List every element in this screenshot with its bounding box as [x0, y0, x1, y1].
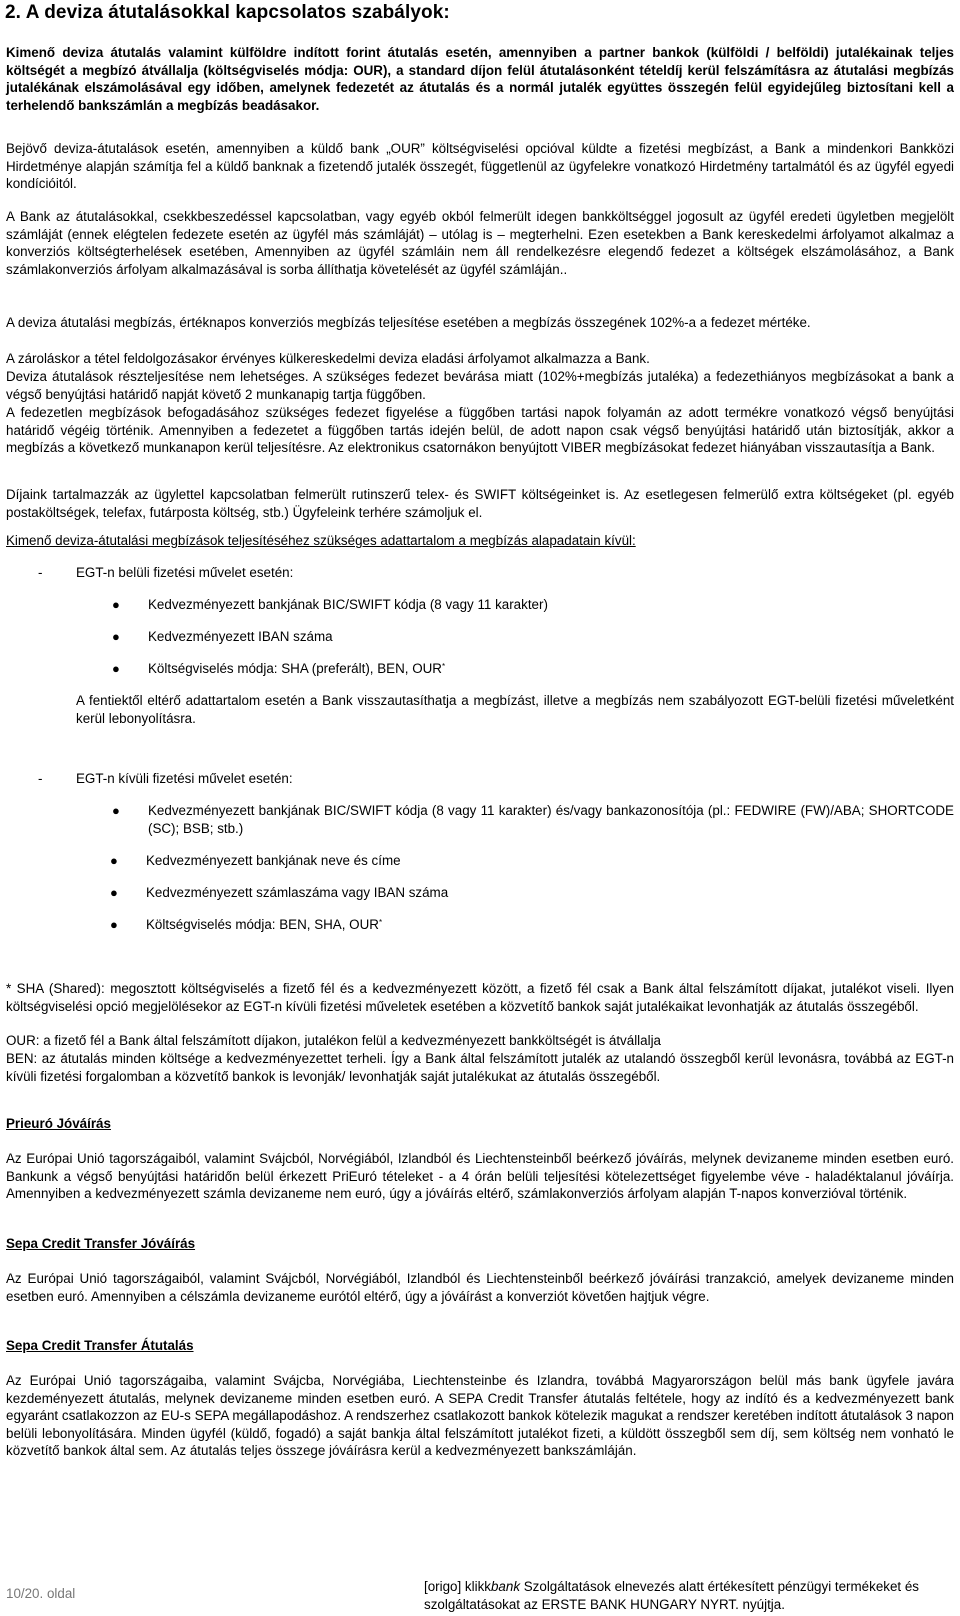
- egt-in-label: EGT-n belüli fizetési művelet esetén:: [76, 565, 294, 580]
- bullet-icon: ●: [110, 885, 118, 900]
- section-title: 2. A deviza átutalásokkal kapcsolatos szabályok:: [5, 2, 450, 23]
- paragraph-coverage: A deviza átutalási megbízás, értéknapos konverziós megbízás teljesítése esetében a megbízás összegének 102%-a a fedezet mértéke.: [6, 315, 811, 330]
- footnote-marker: *: [378, 918, 383, 927]
- bullet-icon: ●: [112, 597, 120, 612]
- sepa-credit-heading: Sepa Credit Transfer Jóváírás: [6, 1236, 196, 1251]
- dash-marker: -: [38, 565, 43, 580]
- list-item-text: Kedvezményezett bankjának BIC/SWIFT kódja (8 vagy 11 karakter) és/vagy bankazonosítója (pl.: FEDWIRE (FW)/ABA; SHORTCODE (SC); BSB; stb.): [148, 803, 954, 836]
- list-item-text: Kedvezményezett IBAN száma: [148, 629, 333, 644]
- list-item: [110, 916, 383, 934]
- list-item: [112, 596, 548, 614]
- paragraph-exchange-rate: A zároláskor a tétel feldolgozásakor érvényes külkereskedelmi deviza eladási árfolyamot alkalmazza a Bank.: [6, 351, 650, 366]
- list-item-text: Költségviselés módja: BEN, SHA, OUR: [146, 917, 379, 932]
- paragraph-bank-costs: A Bank az átutalásokkal, csekkbeszedéssel kapcsolatban, vagy egyéb okból felmerült idegen bankköltséggel jogosult az ügyfél eredeti ügyletben megjelölt számláját (ennek elégtelen fedezete esetén az ügyfél más számláját) – utólag is – megterhelni. Ezen esetekben a Bank kereskedelmi árfolyamot alkalmaz a konverziós költségterhelések esetében, Amennyiben az ügyfél számláin nem áll rendelkezésre elegendő fedezet a költségek elszámolásához, a Bank számlakonverziós árfolyam alkalmazásával is sorba állíthatja követelését az ügyfél számláján..: [6, 209, 954, 277]
- paragraph-required-data: Kimenő deviza-átutalási megbízások teljesítéséhez szükséges adattartalom a megbízás alapadatain kívül:: [6, 533, 636, 548]
- list-item: [110, 884, 449, 902]
- paragraph-incoming-our: Bejövő deviza-átutalások esetén, amennyiben a küldő bank „OUR” költségviselési opcióval küldte a fizetési megbízást, a Bank a mindenkori Bankközi Hirdetménye alapján számítja fel a küldő banknak a fizetendő jutalék összegét, függetlenül az ügyfelekre vonatkozó Hirdetmény tartalmától és az ügyfél egyedi kondícióitól.: [6, 141, 954, 192]
- footnote-sha: * SHA (Shared): megosztott költségviselés a fizető fél és a kedvezményezett között, a fizető fél csak a Bank által felszámított díjakat, jutalékot viseli. Ilyen költségviselési opció megjelölésekor az EGT-n kívüli fizetési műveletek esetében a közvetítő bankok saját jutalékaikat levonhatják az átutalás összegéből.: [6, 981, 954, 1014]
- dash-marker: -: [38, 771, 43, 786]
- list-item: [110, 852, 401, 870]
- egt-out-label: EGT-n kívüli fizetési művelet esetén:: [76, 771, 293, 786]
- footnote-our: OUR: a fizető fél a Bank által felszámított díjakon, jutalékon felül a kedvezményezett bankköltségét is átvállalja: [6, 1033, 661, 1048]
- list-item-text: Kedvezményezett számlaszáma vagy IBAN száma: [146, 885, 449, 900]
- sepa-transfer-text: Az Európai Unió tagországaiba, valamint Svájcba, Norvégiába, Liechtensteinbe és Izlandra, továbbá Magyarországon belül más bank ügyfele javára kezdeményezett átutalás, melynek devizaneme minden esetben euró. A SEPA Credit Transfer átutalás feltétele, hogy az indító és a kedvezményezett bank egyaránt csatlakozzon az EU-s SEPA megállapodáshoz. A rendszerhez csatlakozott bankok kötelezik magukat a rendszer keretében indított átutalások 3 napon belüli lebonyolítására. Minden ügyfél (küldő, fogadó) a saját bankja által felszámított jutalékot fizeti, a küldött összegből sem díj, sem költség nem vonható le közvetítő bankok által sem. Az átutalás teljes összege jóváírásra kerül a kedvezményezett bankszámláján.: [6, 1373, 954, 1459]
- bullet-icon: ●: [112, 803, 120, 818]
- footer-prefix: [origo] klikk: [424, 1579, 491, 1594]
- list-item-text: Kedvezményezett bankjának BIC/SWIFT kódja (8 vagy 11 karakter): [148, 597, 548, 612]
- list-item: [112, 628, 333, 646]
- footer-rest: Szolgáltatások elnevezés alatt értékesített pénzügyi termékeket és szolgáltatásokat az ERSTE BANK HUNGARY NYRT. nyújtja.: [424, 1579, 919, 1612]
- prieuro-text: Az Európai Unió tagországaiból, valamint Svájcból, Norvégiából, Izlandból és Liechtensteinből beérkező jóváírás, melynek devizaneme minden esetben euró. Bankunk a végső benyújtási határidőn belül érkezett PriEuró tételeket - a 4 órán belüli teljesítési kötelezettséget figyelembe véve - haladéktalanul jóváírja. Amennyiben a kedvezményezett számla devizaneme nem euró, úgy a jóváírás eltérő, számlakonverziós árfolyam alapján T-napos konverzióval történik.: [6, 1151, 954, 1202]
- list-item: [112, 660, 446, 678]
- bullet-icon: ●: [110, 853, 118, 868]
- paragraph-partial: Deviza átutalások részteljesítése nem lehetséges. A szükséges fedezet bevárása miatt (102%+megbízás jutaléka) a fedezethiányos megbízásokat a bank a végső benyújtási határidő napját követő 2 munkanapig tartja függőben.: [6, 369, 954, 402]
- bullet-icon: ●: [112, 661, 120, 676]
- sepa-transfer-heading: Sepa Credit Transfer Átutalás: [6, 1338, 194, 1353]
- list-item: [112, 802, 954, 837]
- list-item-text: Kedvezményezett bankjának neve és címe: [146, 853, 401, 868]
- paragraph-outgoing-fee: Kimenő deviza átutalás valamint külföldre indított forint átutalás esetén, amennyiben a partner bankok (külföldi / belföldi) jutalékainak teljes költségét a megbízó átvállalja (költségviselés módja: OUR), a standard díjon felül átutalásonként tételdíj kerül felszámításra az átutalási megbízás jutalékának elszámolásával egy időben, amelynek fedezetét az átutalás és a normál jutalék együttes összegén felül egyidejűleg biztosítani kell a terhelendő bankszámlán a megbízás beadásakor.: [6, 45, 954, 113]
- prieuro-heading: Prieuró Jóváírás: [6, 1116, 111, 1131]
- bullet-icon: ●: [112, 629, 120, 644]
- egt-in-note: A fentiektől eltérő adattartalom esetén a Bank visszautasíthatja a megbízást, illetve a megbízás nem szabályozott EGT-belüli fizetési műveletként kerül lebonyolításra.: [76, 693, 954, 726]
- list-item-text: Költségviselés módja: SHA (preferált), BEN, OUR: [148, 661, 442, 676]
- bullet-icon: ●: [110, 917, 118, 932]
- footer-italic: bank: [490, 1579, 521, 1594]
- page-number: 10/20. oldal: [6, 1586, 76, 1601]
- footer-disclaimer: [424, 1578, 944, 1613]
- paragraph-fees: Díjaink tartalmazzák az ügylettel kapcsolatban felmerült rutinszerű telex- és SWIFT költségeinket is. Az esetlegesen felmerülő extra költségeket (pl. egyéb postaköltségek, telefax, futárposta költség, stb.) Ügyfeleink terhére számoljuk el.: [6, 487, 954, 520]
- sepa-credit-text: Az Európai Unió tagországaiból, valamint Svájcból, Norvégiából, Izlandból és Liechtensteinből beérkező jóváírási tranzakció, amelyek devizaneme minden esetben euró. Amennyiben a célszámla devizaneme eurótól eltérő, úgy a jóváírást a konverziót követően hajtjuk végre.: [6, 1271, 954, 1304]
- footnote-ben: BEN: az átutalás minden költsége a kedvezményezettet terheli. Így a Bank által felszámított jutalék az utalandó összegből kerül levonásra, továbbá az EGT-n kívüli fizetési forgalomban a közvetítő bankok is levonják/ levonhatják saját jutalékukat az átutalás összegéből.: [6, 1051, 954, 1084]
- paragraph-pending: A fedezetlen megbízások befogadásához szükséges fedezet figyelése a függőben tartási napok folyamán az adott termékre vonatkozó végső benyújtási határidő végéig történik. Amennyiben a fedezetet a függőben tartás idején belül, de adott napon csak végső benyújtási határidő után biztosítják, akkor a megbízás a következő munkanapon kerül teljesítésre. Az elektronikus csatornákon benyújtott VIBER megbízásokat fedezet hiányában visszautasítja a Bank.: [6, 405, 954, 456]
- footnote-marker: *: [441, 662, 446, 671]
